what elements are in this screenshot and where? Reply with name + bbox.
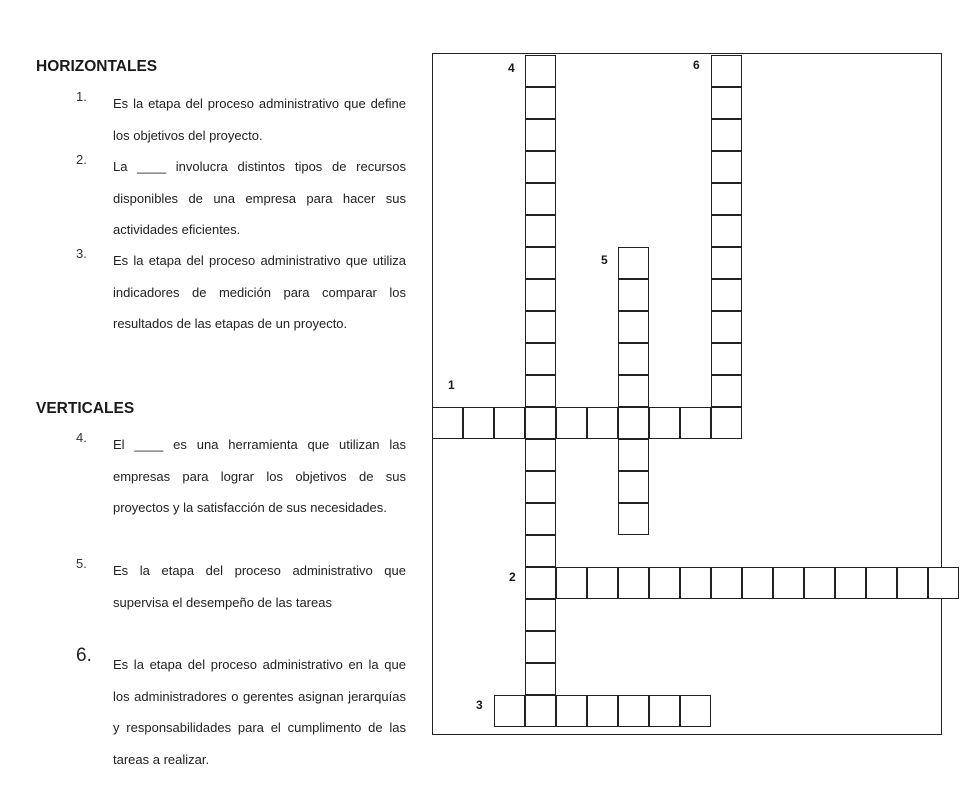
crossword-cell[interactable]	[711, 279, 742, 311]
clue-number: 6.	[76, 645, 92, 666]
clue-number: 4.	[76, 430, 87, 445]
crossword-cell[interactable]	[618, 311, 649, 343]
crossword-cell[interactable]	[463, 407, 494, 439]
crossword-cell[interactable]	[525, 375, 556, 407]
crossword-cell[interactable]	[525, 311, 556, 343]
grid-number-5: 5	[601, 253, 608, 267]
crossword-cell[interactable]	[525, 247, 556, 279]
clue-text: Es la etapa del proceso administrativo en la que los administradores o gerentes asignan jerarquías y responsabilidades para el cumplimento de las tareas a realizar.	[113, 657, 406, 767]
crossword-cell[interactable]	[525, 151, 556, 183]
crossword-cell[interactable]	[525, 567, 556, 599]
crossword-cell[interactable]	[711, 183, 742, 215]
crossword-cell[interactable]	[618, 343, 649, 375]
crossword-cell[interactable]	[680, 407, 711, 439]
crossword-cell[interactable]	[618, 279, 649, 311]
crossword-cell[interactable]	[618, 439, 649, 471]
crossword-cell[interactable]	[618, 375, 649, 407]
grid-number-4: 4	[508, 61, 515, 75]
crossword-cell[interactable]	[587, 695, 618, 727]
crossword-cell[interactable]	[525, 631, 556, 663]
clue-number: 2.	[76, 152, 87, 167]
crossword-cell[interactable]	[711, 375, 742, 407]
crossword-cell[interactable]	[525, 87, 556, 119]
clue-number: 3.	[76, 246, 87, 261]
crossword-cell[interactable]	[525, 55, 556, 87]
crossword-cell[interactable]	[835, 567, 866, 599]
crossword-cell[interactable]	[525, 471, 556, 503]
crossword-cell[interactable]	[525, 215, 556, 247]
crossword-cell[interactable]	[928, 567, 959, 599]
crossword-cell[interactable]	[711, 567, 742, 599]
grid-number-6: 6	[693, 58, 700, 72]
clue-text: Es la etapa del proceso administrativo que define los objetivos del proyecto.	[113, 96, 406, 143]
crossword-cell[interactable]	[618, 503, 649, 535]
crossword-cell[interactable]	[866, 567, 897, 599]
crossword-cell[interactable]	[773, 567, 804, 599]
clue-number: 1.	[76, 89, 87, 104]
clue-text: Es la etapa del proceso administrativo que supervisa el desempeño de las tareas	[113, 563, 406, 610]
clue-vertical-4	[76, 429, 406, 524]
crossword-cell[interactable]	[711, 343, 742, 375]
crossword-cell[interactable]	[525, 279, 556, 311]
crossword-cell[interactable]	[525, 503, 556, 535]
crossword-cell[interactable]	[618, 695, 649, 727]
crossword-cell[interactable]	[804, 567, 835, 599]
crossword-cell[interactable]	[556, 407, 587, 439]
clue-text: Es la etapa del proceso administrativo que utiliza indicadores de medición para comparar los resultados de las etapas de un proyecto.	[113, 253, 406, 331]
clue-vertical-5	[76, 555, 406, 618]
crossword-cell[interactable]	[618, 407, 649, 439]
crossword-cell[interactable]	[525, 695, 556, 727]
crossword-cell[interactable]	[525, 343, 556, 375]
grid-number-1: 1	[448, 378, 455, 392]
clue-vertical-6	[76, 645, 406, 775]
crossword-cell[interactable]	[525, 663, 556, 695]
clue-number: 5.	[76, 556, 87, 571]
crossword-cell[interactable]	[525, 119, 556, 151]
crossword-cell[interactable]	[587, 407, 618, 439]
crossword-cell[interactable]	[494, 695, 525, 727]
clue-text: La ____ involucra distintos tipos de recursos disponibles de una empresa para hacer sus actividades eficientes.	[113, 159, 406, 237]
grid-number-2: 2	[509, 570, 516, 584]
crossword-cell[interactable]	[587, 567, 618, 599]
verticales-title: VERTICALES	[36, 400, 135, 417]
crossword-cell[interactable]	[432, 407, 463, 439]
clue-horizontal-2	[76, 151, 406, 246]
crossword-cell[interactable]	[525, 599, 556, 631]
crossword-cell[interactable]	[556, 567, 587, 599]
crossword-cell[interactable]	[711, 311, 742, 343]
crossword-cell[interactable]	[618, 567, 649, 599]
crossword-cell[interactable]	[649, 407, 680, 439]
crossword-cell[interactable]	[680, 695, 711, 727]
crossword-cell[interactable]	[525, 535, 556, 567]
crossword-cell[interactable]	[525, 439, 556, 471]
crossword-cell[interactable]	[711, 55, 742, 87]
crossword-cell[interactable]	[742, 567, 773, 599]
crossword-cell[interactable]	[618, 247, 649, 279]
clue-horizontal-3	[76, 245, 406, 340]
crossword-cell[interactable]	[711, 119, 742, 151]
crossword-cell[interactable]	[525, 407, 556, 439]
clue-horizontal-1	[76, 88, 406, 151]
grid-number-3: 3	[476, 698, 483, 712]
crossword-cell[interactable]	[556, 695, 587, 727]
crossword-cell[interactable]	[649, 567, 680, 599]
crossword-cell[interactable]	[711, 215, 742, 247]
clue-text: El ____ es una herramienta que utilizan las empresas para lograr los objetivos de sus proyectos y la satisfacción de sus necesidades.	[113, 437, 406, 515]
horizontales-title: HORIZONTALES	[36, 58, 158, 75]
crossword-cell[interactable]	[525, 183, 556, 215]
crossword-cell[interactable]	[711, 407, 742, 439]
crossword-cell[interactable]	[494, 407, 525, 439]
crossword-cell[interactable]	[897, 567, 928, 599]
crossword-cell[interactable]	[711, 247, 742, 279]
crossword-cell[interactable]	[711, 151, 742, 183]
crossword-cell[interactable]	[711, 87, 742, 119]
crossword-cell[interactable]	[649, 695, 680, 727]
crossword-cell[interactable]	[680, 567, 711, 599]
crossword-frame	[432, 53, 942, 735]
crossword-cell[interactable]	[618, 471, 649, 503]
